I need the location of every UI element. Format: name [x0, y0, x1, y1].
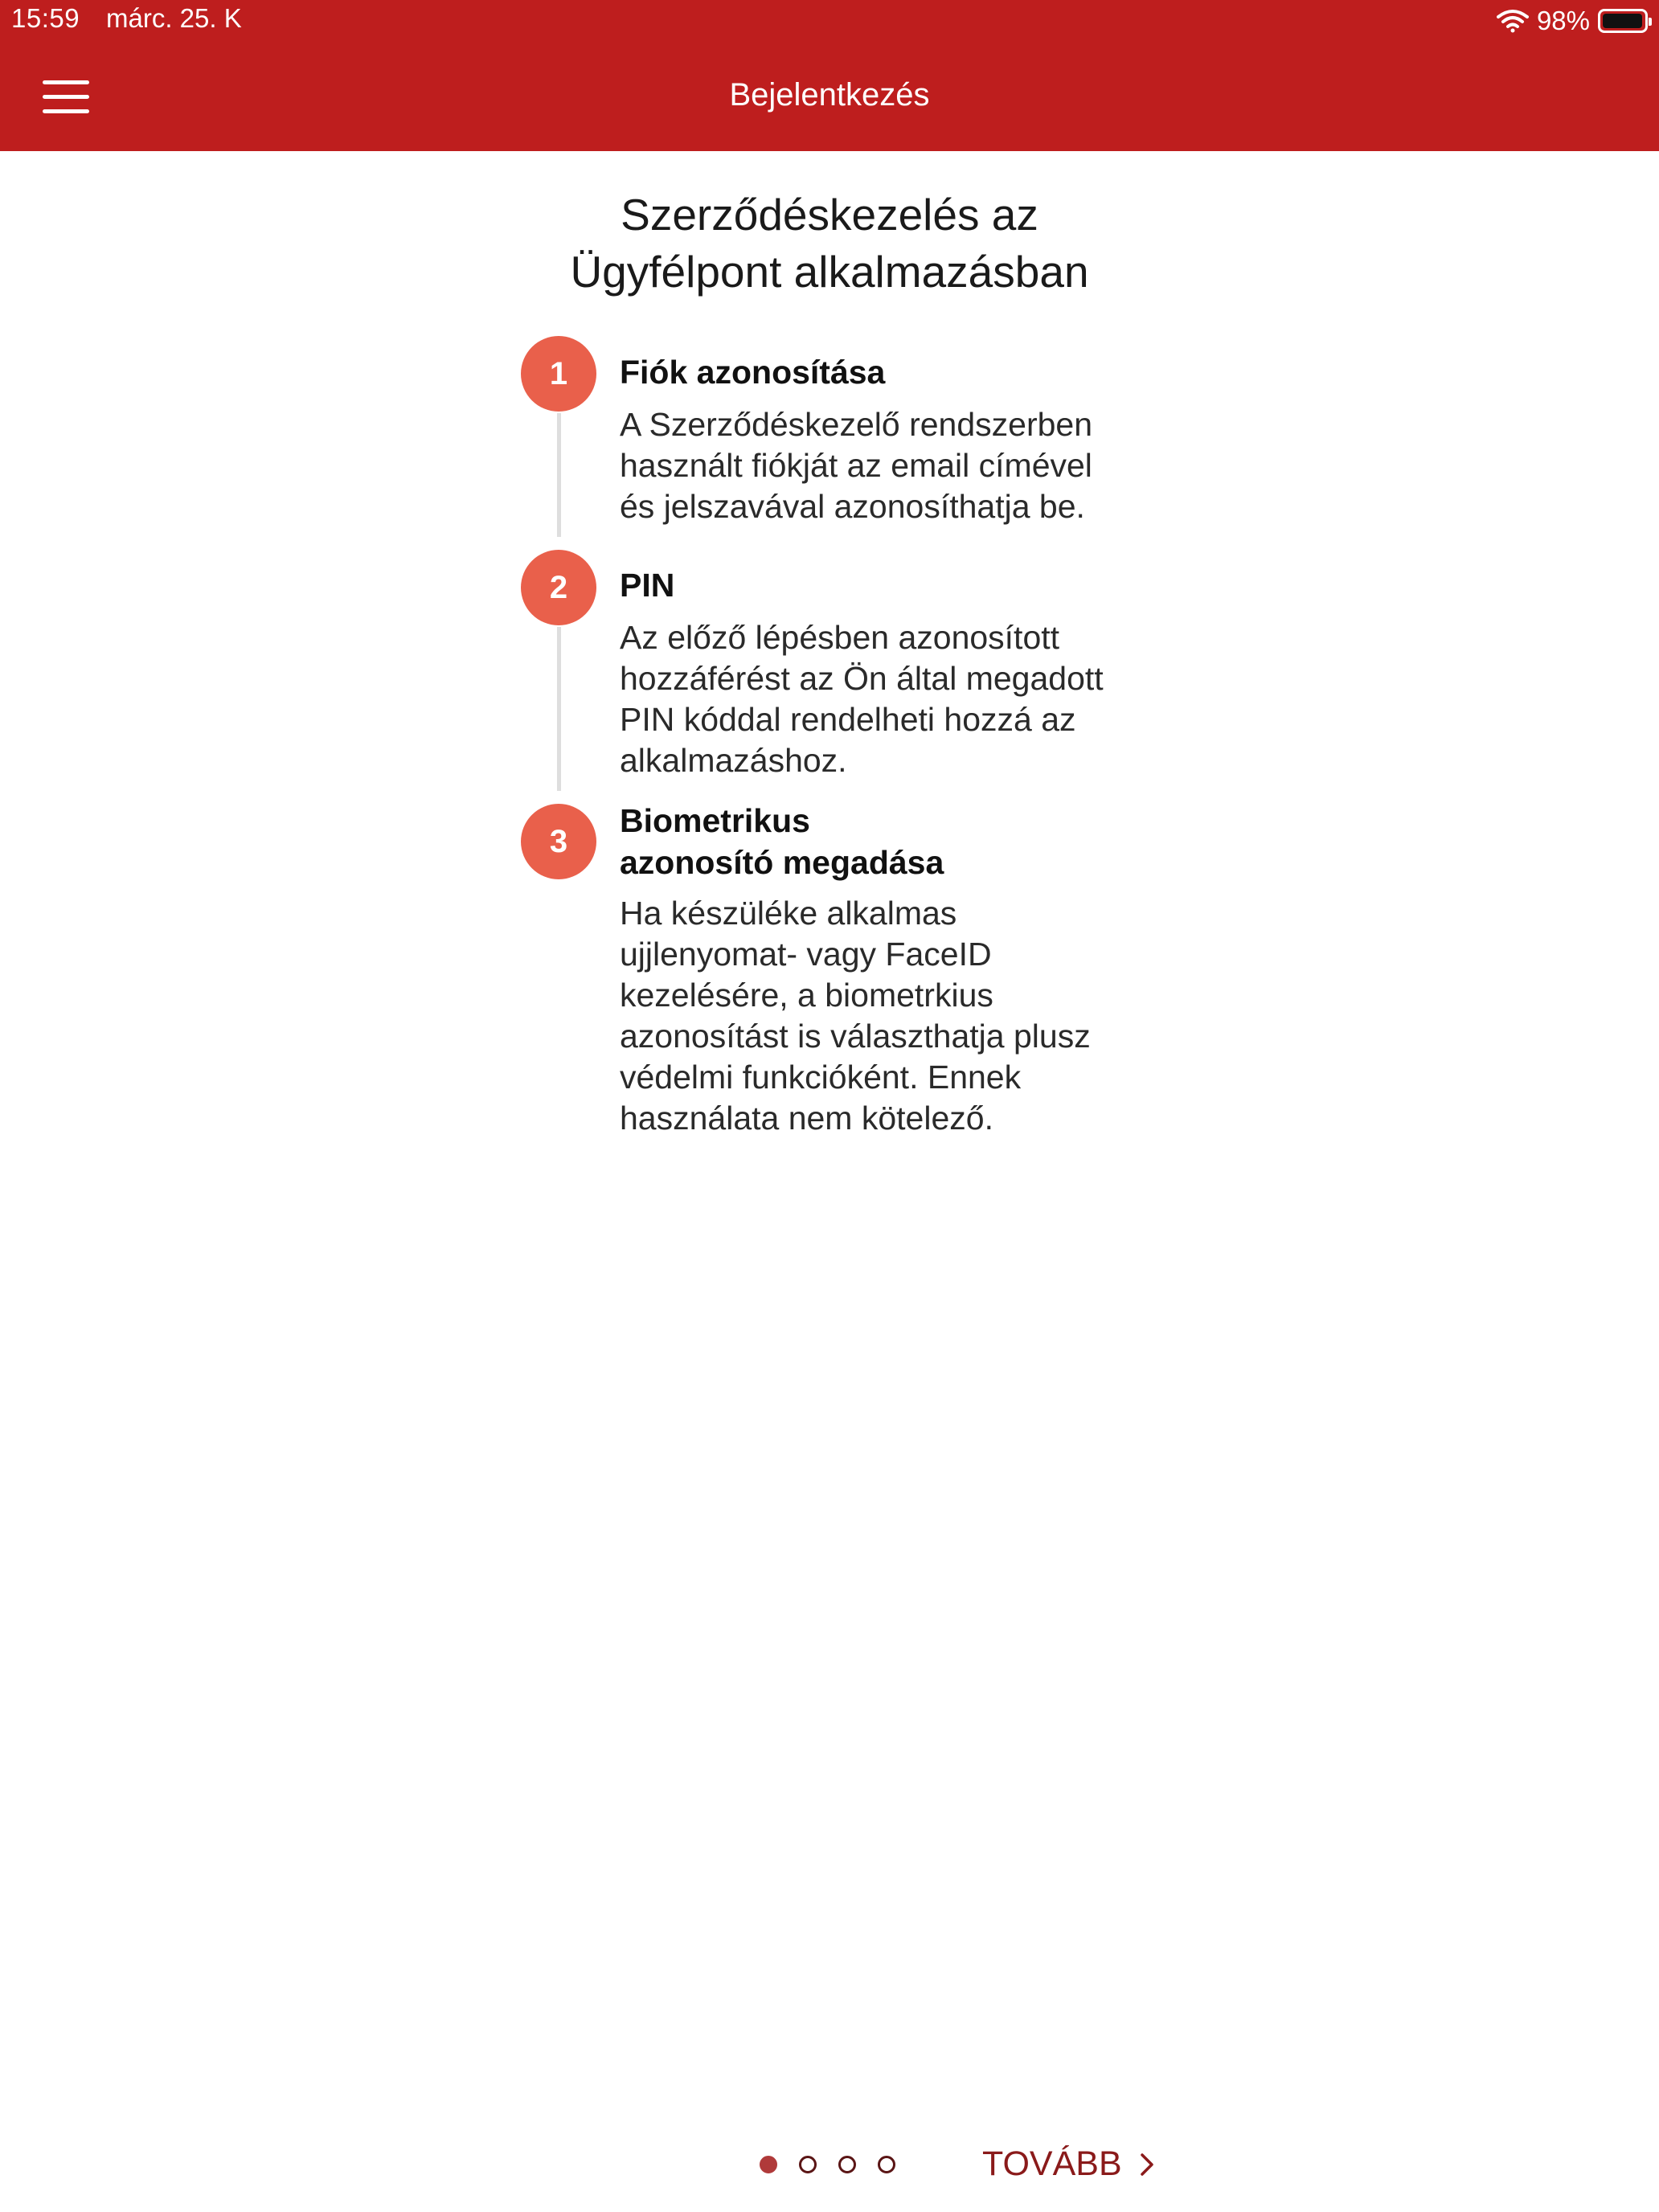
chevron-right-icon: [1140, 2153, 1154, 2177]
status-time: 15:59: [11, 3, 80, 33]
step-description: Az előző lépésben azonosított hozzáférést az Ön által megadott PIN kóddal rendelheti hozzá az alkalmazáshoz.: [620, 619, 1104, 779]
nav-title: Bejelentkezés: [729, 77, 930, 113]
next-button[interactable]: [982, 2144, 1154, 2184]
page-title-line-2: Ügyfélpont alkalmazásban: [570, 247, 1089, 297]
step-number-badge: 3: [521, 804, 596, 879]
step-description: Ha készüléke alkalmas ujjlenyomat- vagy FaceID kezelésére, a biometrkius azonosítást is választhatja plusz védelmi funkcióként. Ennek használata nem kötelező.: [620, 895, 1091, 1137]
status-indicators: [1497, 5, 1648, 37]
next-button-label: TOVÁBB: [982, 2144, 1122, 2183]
page-indicator: [760, 2156, 895, 2173]
step-heading: Biometrikus azonosító megadása: [620, 802, 944, 881]
step-number-badge: 2: [521, 550, 596, 625]
step-connector: [557, 627, 561, 791]
wifi-icon: [1497, 9, 1529, 33]
step-description: A Szerződéskezelő rendszerben használt fiókját az email címével és jelszavával azonosíthatja be.: [620, 406, 1093, 525]
step-connector: [557, 413, 561, 537]
step-heading: PIN: [620, 567, 675, 604]
battery-fill: [1603, 14, 1642, 28]
page-dot[interactable]: [799, 2156, 817, 2173]
page-title-line-1: Szerződéskezelés az: [621, 190, 1038, 240]
page-dot[interactable]: [878, 2156, 895, 2173]
step-heading: Fiók azonosítása: [620, 354, 886, 391]
battery-percentage: 98%: [1536, 6, 1590, 35]
status-date: márc. 25. K: [106, 3, 242, 33]
app-header: [0, 0, 1659, 151]
battery-icon: [1598, 9, 1648, 33]
page-dot[interactable]: [838, 2156, 856, 2173]
step-number-badge: 1: [521, 336, 596, 412]
page-title: [428, 186, 1231, 301]
page-dot-active[interactable]: [760, 2156, 777, 2173]
battery-nub: [1649, 18, 1652, 26]
